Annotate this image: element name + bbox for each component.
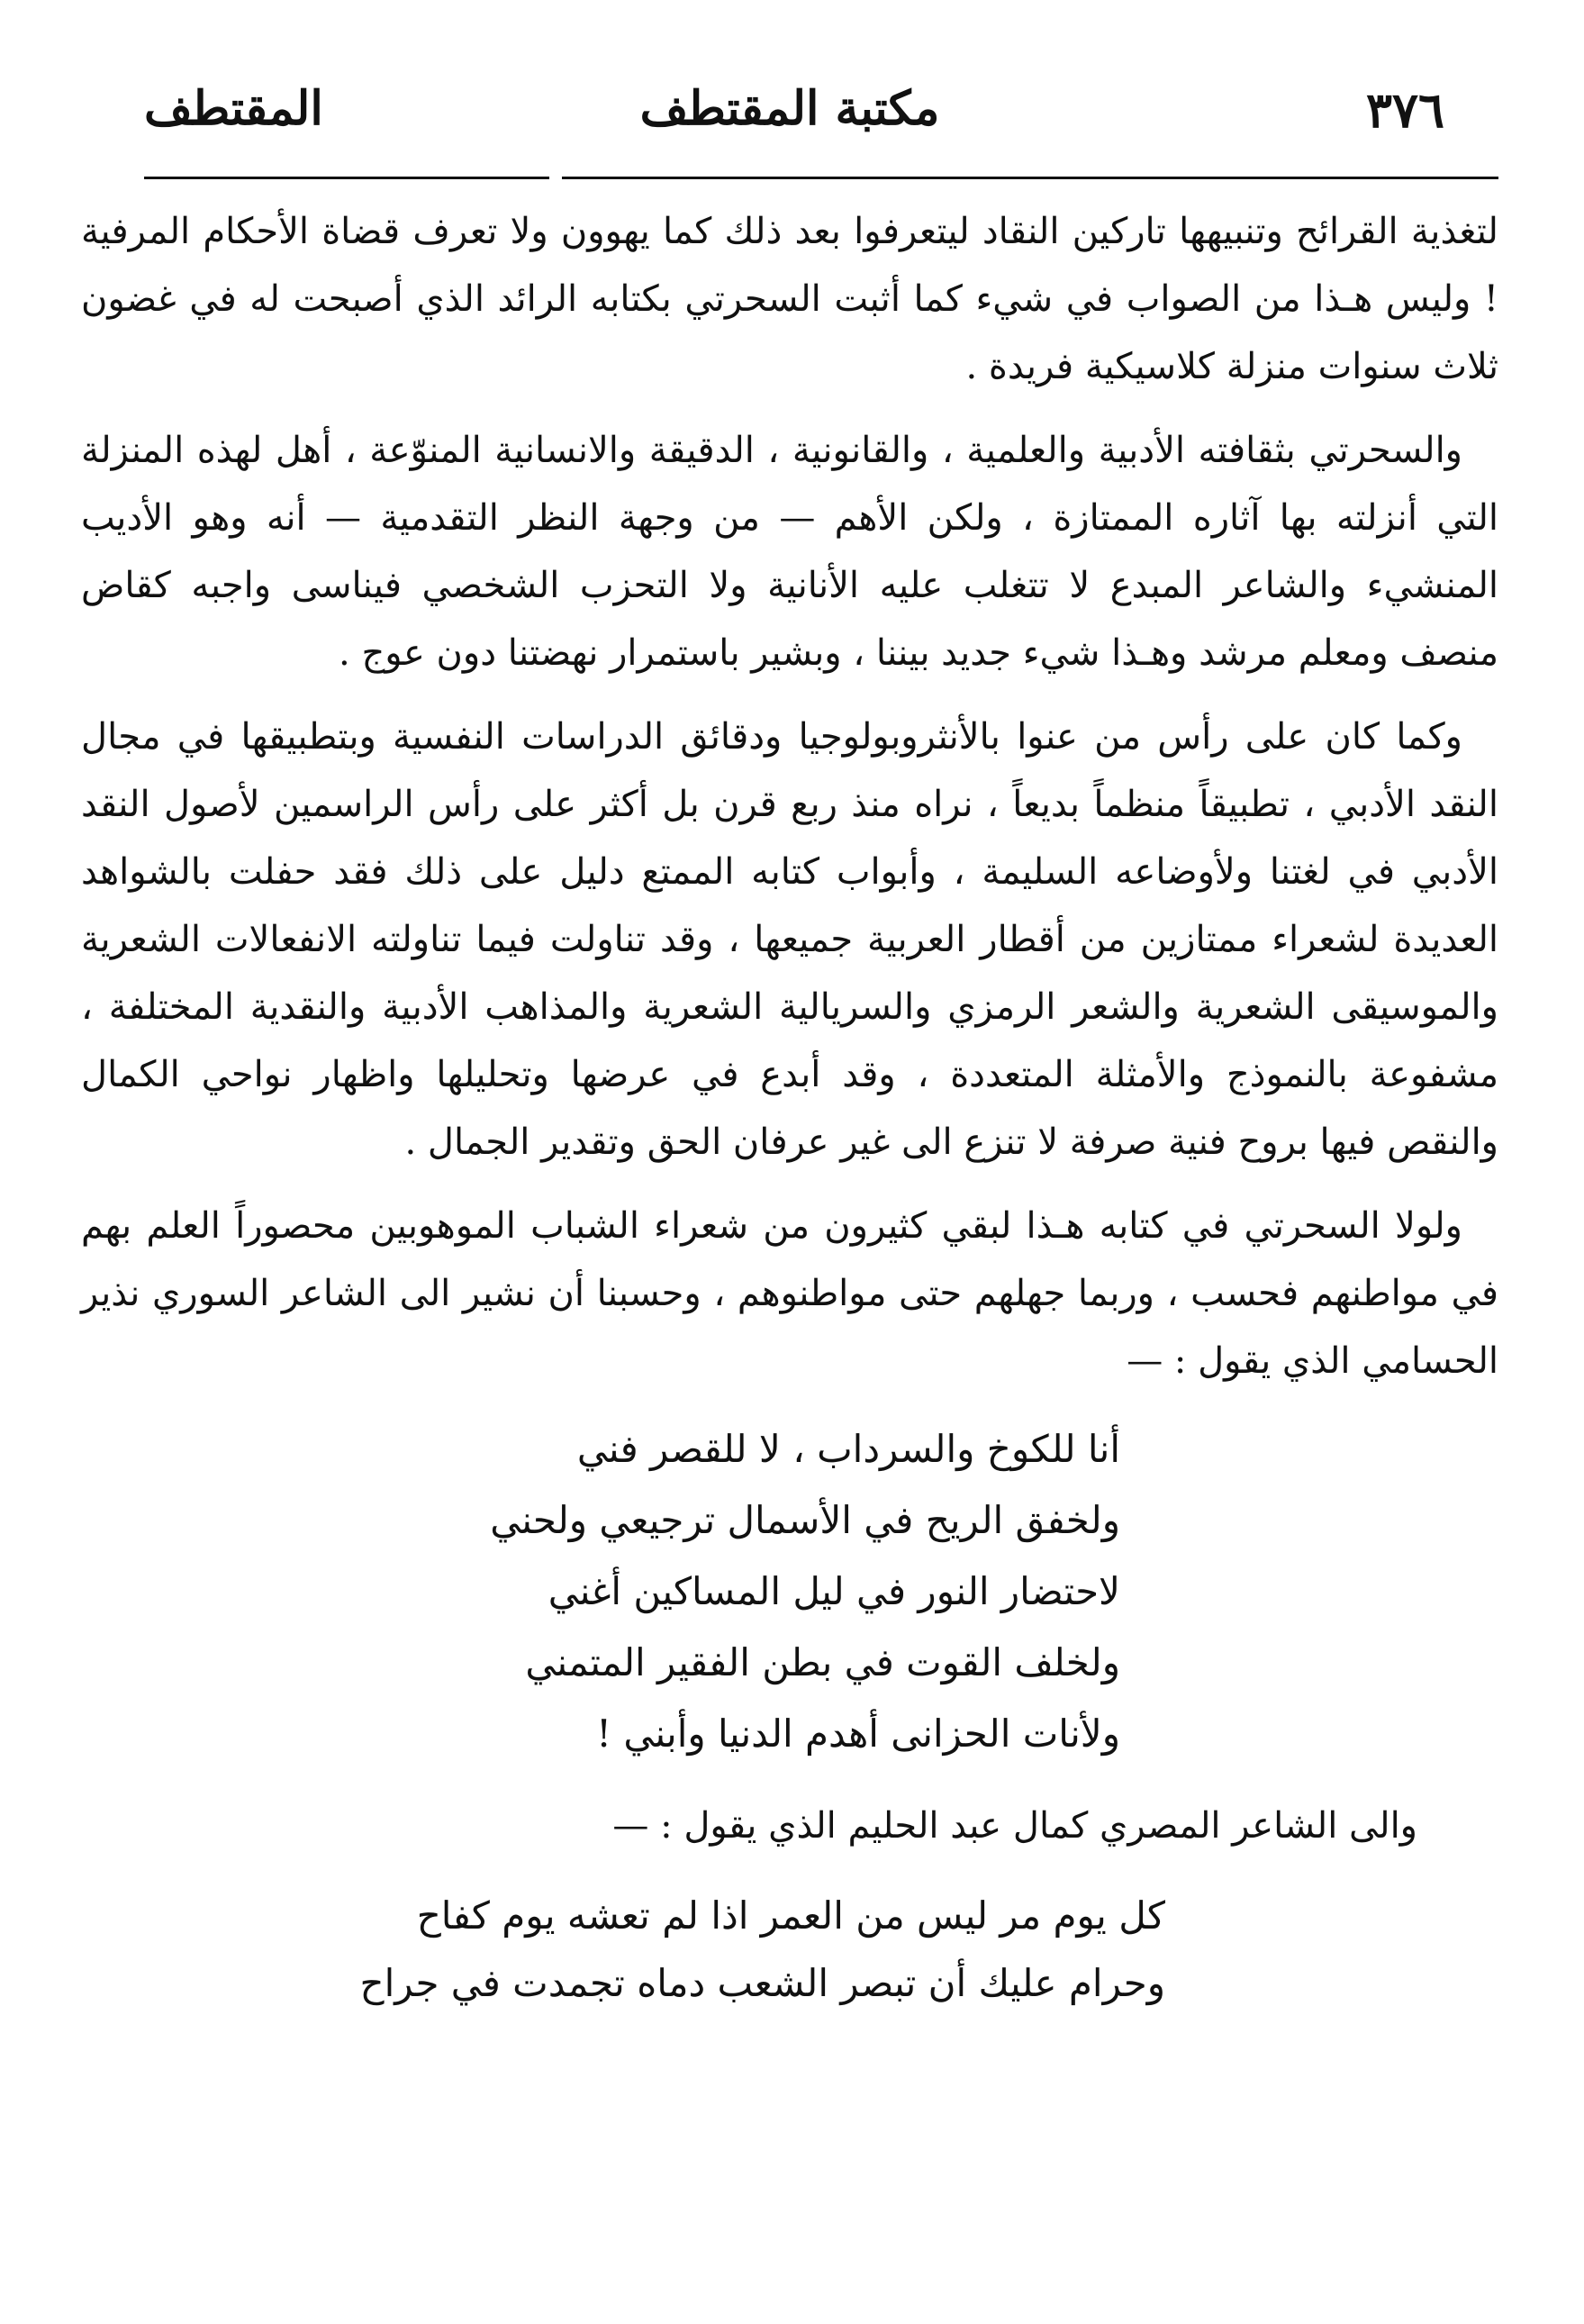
poem-intro: والى الشاعر المصري كمال عبد الحليم الذي يقول : — <box>612 1805 1417 1847</box>
header-rule-right <box>562 177 1498 179</box>
verse-line: كل يوم مر ليس من العمر اذا لم تعشه يوم كفاح <box>416 1893 1165 1938</box>
paragraph: وكما كان على رأس من عنوا بالأنثروبولوجيا ودقائق الدراسات النفسية وبتطبيقها في مجال النقد الأدبي ، تطبيقاً منظماً بديعاً ، نراه منذ ربع قرن بل أكثر على رأس الراسمين لأصول النقد الأدبي في لغتنا ولأوضاعه السليمة ، وأبواب كتابه الممتع دليل على ذلك فقد حفلت بالشواهد العديدة لشعراء ممتازين من أقطار العربية جميعها ، وقد تناولت فيما تناولته الانفعالات الشعرية والموسيقى الشعرية والشعر الرمزي والسريالية الشعرية والمذاهب الأدبية والنقدية المختلفة ، مشفوعة بالنموذج والأمثلة المتعددة ، وقد أبدع في عرضها وتحليلها واظهار نواحي الكمال والنقص فيها بروح فنية صرفة لا تنزع الى غير عرفان الحق وتقدير الجمال . <box>81 716 1499 1163</box>
header-rule <box>81 173 1498 186</box>
paragraph: والسحرتي بثقافته الأدبية والعلمية ، والقانونية ، الدقيقة والانسانية المنوّعة ، أهل لهذه المنزلة التي أنزلته بها آثاره الممتازة ، ولكن الأهم — من وجهة النظر التقدمية — أنه وهو الأديب المنشيء والشاعر المبدع لا تتغلب عليه الأنانية ولا التحزب الشخصي فيناسى واجبه كقاض منصف ومعلم مرشد وهـذا شيء جديد بيننا ، وبشير باستمرار نهضتنا دون عوج . <box>81 430 1498 674</box>
article-body <box>81 198 1498 1395</box>
running-title: مكتبة المقتطف <box>639 81 940 136</box>
paragraph: لتغذية القرائح وتنبيهها تاركين النقاد ليتعرفوا بعد ذلك كما يهوون ولا تعرف قضاة الأحكام المرفية ! وليس هـذا من الصواب في شيء كما أثبت السحرتي بكتابه الرائد الذي أصبحت له في غضون ثلاث سنوات منزلة كلاسيكية فريدة . <box>81 211 1498 387</box>
verse-line: ولخفق الريح في الأسمال ترجيعي ولحني <box>490 1498 1120 1542</box>
verse-line: ولخلف القوت في بطن الفقير المتمني <box>525 1640 1120 1684</box>
header-rule-left <box>144 177 549 179</box>
poem-kamal-abdelhalim <box>81 1882 1498 2017</box>
verse-line: أنا للكوخ والسرداب ، لا للقصر فني <box>576 1427 1120 1471</box>
verse-line: ولأنات الحزانى أهدم الدنيا وأبني ! <box>596 1711 1120 1756</box>
verse-line: وحرام عليك أن تبصر الشعب دماه تجمدت في جراح <box>359 1961 1165 2005</box>
paragraph: ولولا السحرتي في كتابه هـذا لبقي كثيرون من شعراء الشباب الموهوبين محصوراً العلم بهم في مواطنهم فحسب ، وربما جهلهم حتى مواطنوهم ، وحسبنا أن نشير الى الشاعر السوري نذير الحسامي الذي يقول : — <box>81 1205 1498 1382</box>
journal-name: المقتطف <box>144 81 323 136</box>
poem-nadhir-husami <box>81 1413 1498 1769</box>
verse-line: لاحتضار النور في ليل المساكين أغني <box>548 1569 1120 1613</box>
page-header <box>81 81 1498 151</box>
page-number: ٣٧٦ <box>1365 81 1444 139</box>
